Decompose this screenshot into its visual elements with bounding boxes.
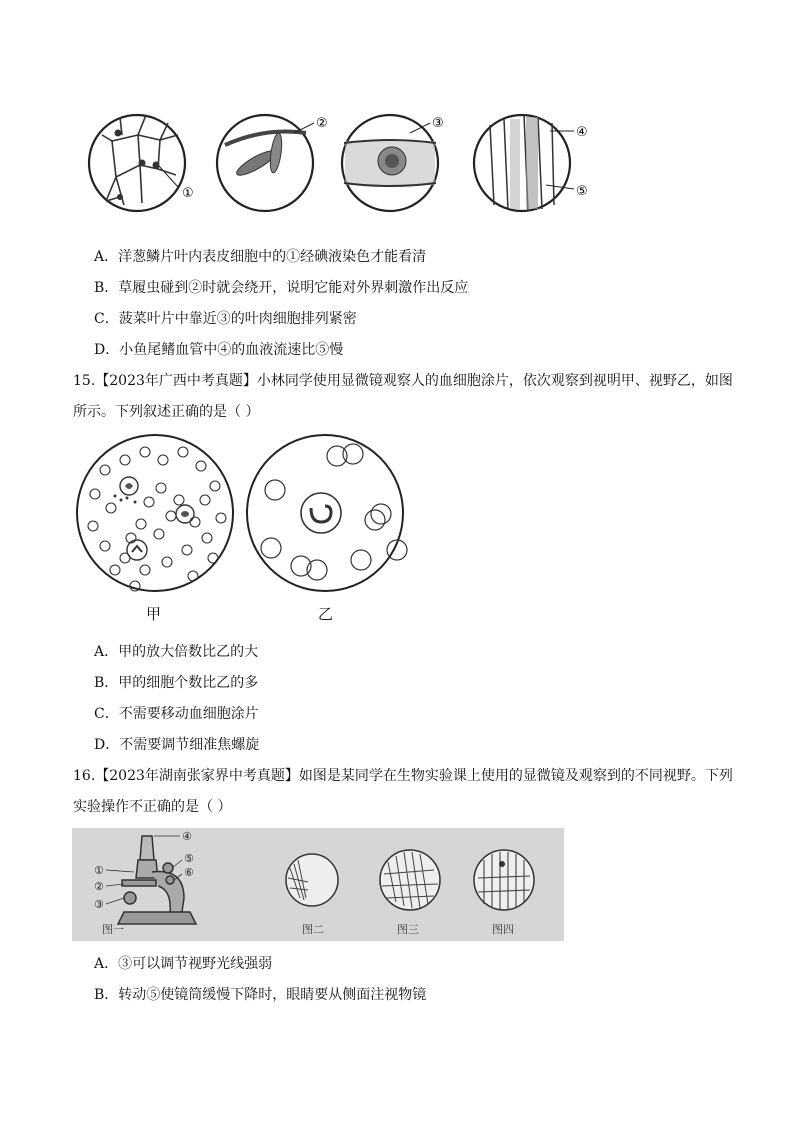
label-4: ④	[182, 830, 192, 843]
q15-stem-line2: 所示。下列叙述正确的是（ ）	[73, 404, 260, 420]
q14-option-a: A．洋葱鳞片叶内表皮细胞中的①经碘液染色才能看清	[94, 249, 427, 265]
fig-caption-2: 图二	[302, 923, 324, 936]
label-3: ③	[94, 898, 104, 911]
q15-figure	[75, 430, 415, 600]
q14-option-b: B．草履虫碰到②时就会绕开，说明它能对外界刺激作出反应	[94, 280, 469, 296]
fig-caption-4: 图四	[492, 923, 514, 936]
field-yi	[247, 435, 407, 591]
marker-5: ⑤	[576, 184, 588, 199]
marker-3: ③	[432, 116, 444, 131]
q16-figure	[72, 828, 564, 941]
fig-caption-1: 图一	[102, 923, 124, 936]
label-5: ⑤	[184, 852, 194, 865]
onion-epidermis-view	[89, 115, 194, 211]
caption-yi: 乙	[318, 605, 334, 623]
q14-figure	[80, 105, 600, 220]
q15-option-c: C．不需要移动血细胞涂片	[94, 706, 259, 722]
label-6: ⑥	[184, 866, 194, 879]
marker-4: ④	[576, 125, 588, 140]
view-3	[380, 850, 440, 910]
view-4	[474, 850, 534, 910]
paramecium-view	[217, 115, 328, 211]
q16-option-b: B．转动⑤使镜筒缓慢下降时，眼睛要从侧面注视物镜	[94, 987, 427, 1003]
fig-caption-3: 图三	[397, 923, 419, 936]
field-jia	[77, 435, 233, 591]
q16-stem-line1: 16.【2023年湖南张家界中考真题】如图是某同学在生物实验课上使用的显微镜及观察到的不同视野。下列	[73, 768, 733, 784]
q16-stem-line2: 实验操作不正确的是（ ）	[73, 799, 232, 815]
fish-tail-vessels-view	[474, 115, 588, 211]
q15-option-a: A．甲的放大倍数比乙的大	[94, 644, 259, 660]
q14-option-d: D．小鱼尾鳍血管中④的血液流速比⑤慢	[94, 342, 344, 358]
leaf-section-view	[342, 115, 444, 211]
marker-2: ②	[316, 116, 328, 131]
q16-option-a: A．③可以调节视野光线强弱	[94, 956, 273, 972]
q15-stem-line1: 15.【2023年广西中考真题】小林同学使用显微镜观察人的血细胞涂片，依次观察到视明甲、视野乙，如图	[73, 373, 733, 389]
marker-1: ①	[182, 186, 194, 201]
q14-option-c: C．菠菜叶片中靠近③的叶肉细胞排列紧密	[94, 311, 357, 327]
view-2	[286, 854, 338, 906]
q15-option-b: B．甲的细胞个数比乙的多	[94, 675, 259, 691]
label-2: ②	[94, 880, 104, 893]
label-1: ①	[94, 864, 104, 877]
q15-option-d: D．不需要调节细准焦螺旋	[94, 737, 260, 753]
caption-jia: 甲	[146, 605, 162, 623]
